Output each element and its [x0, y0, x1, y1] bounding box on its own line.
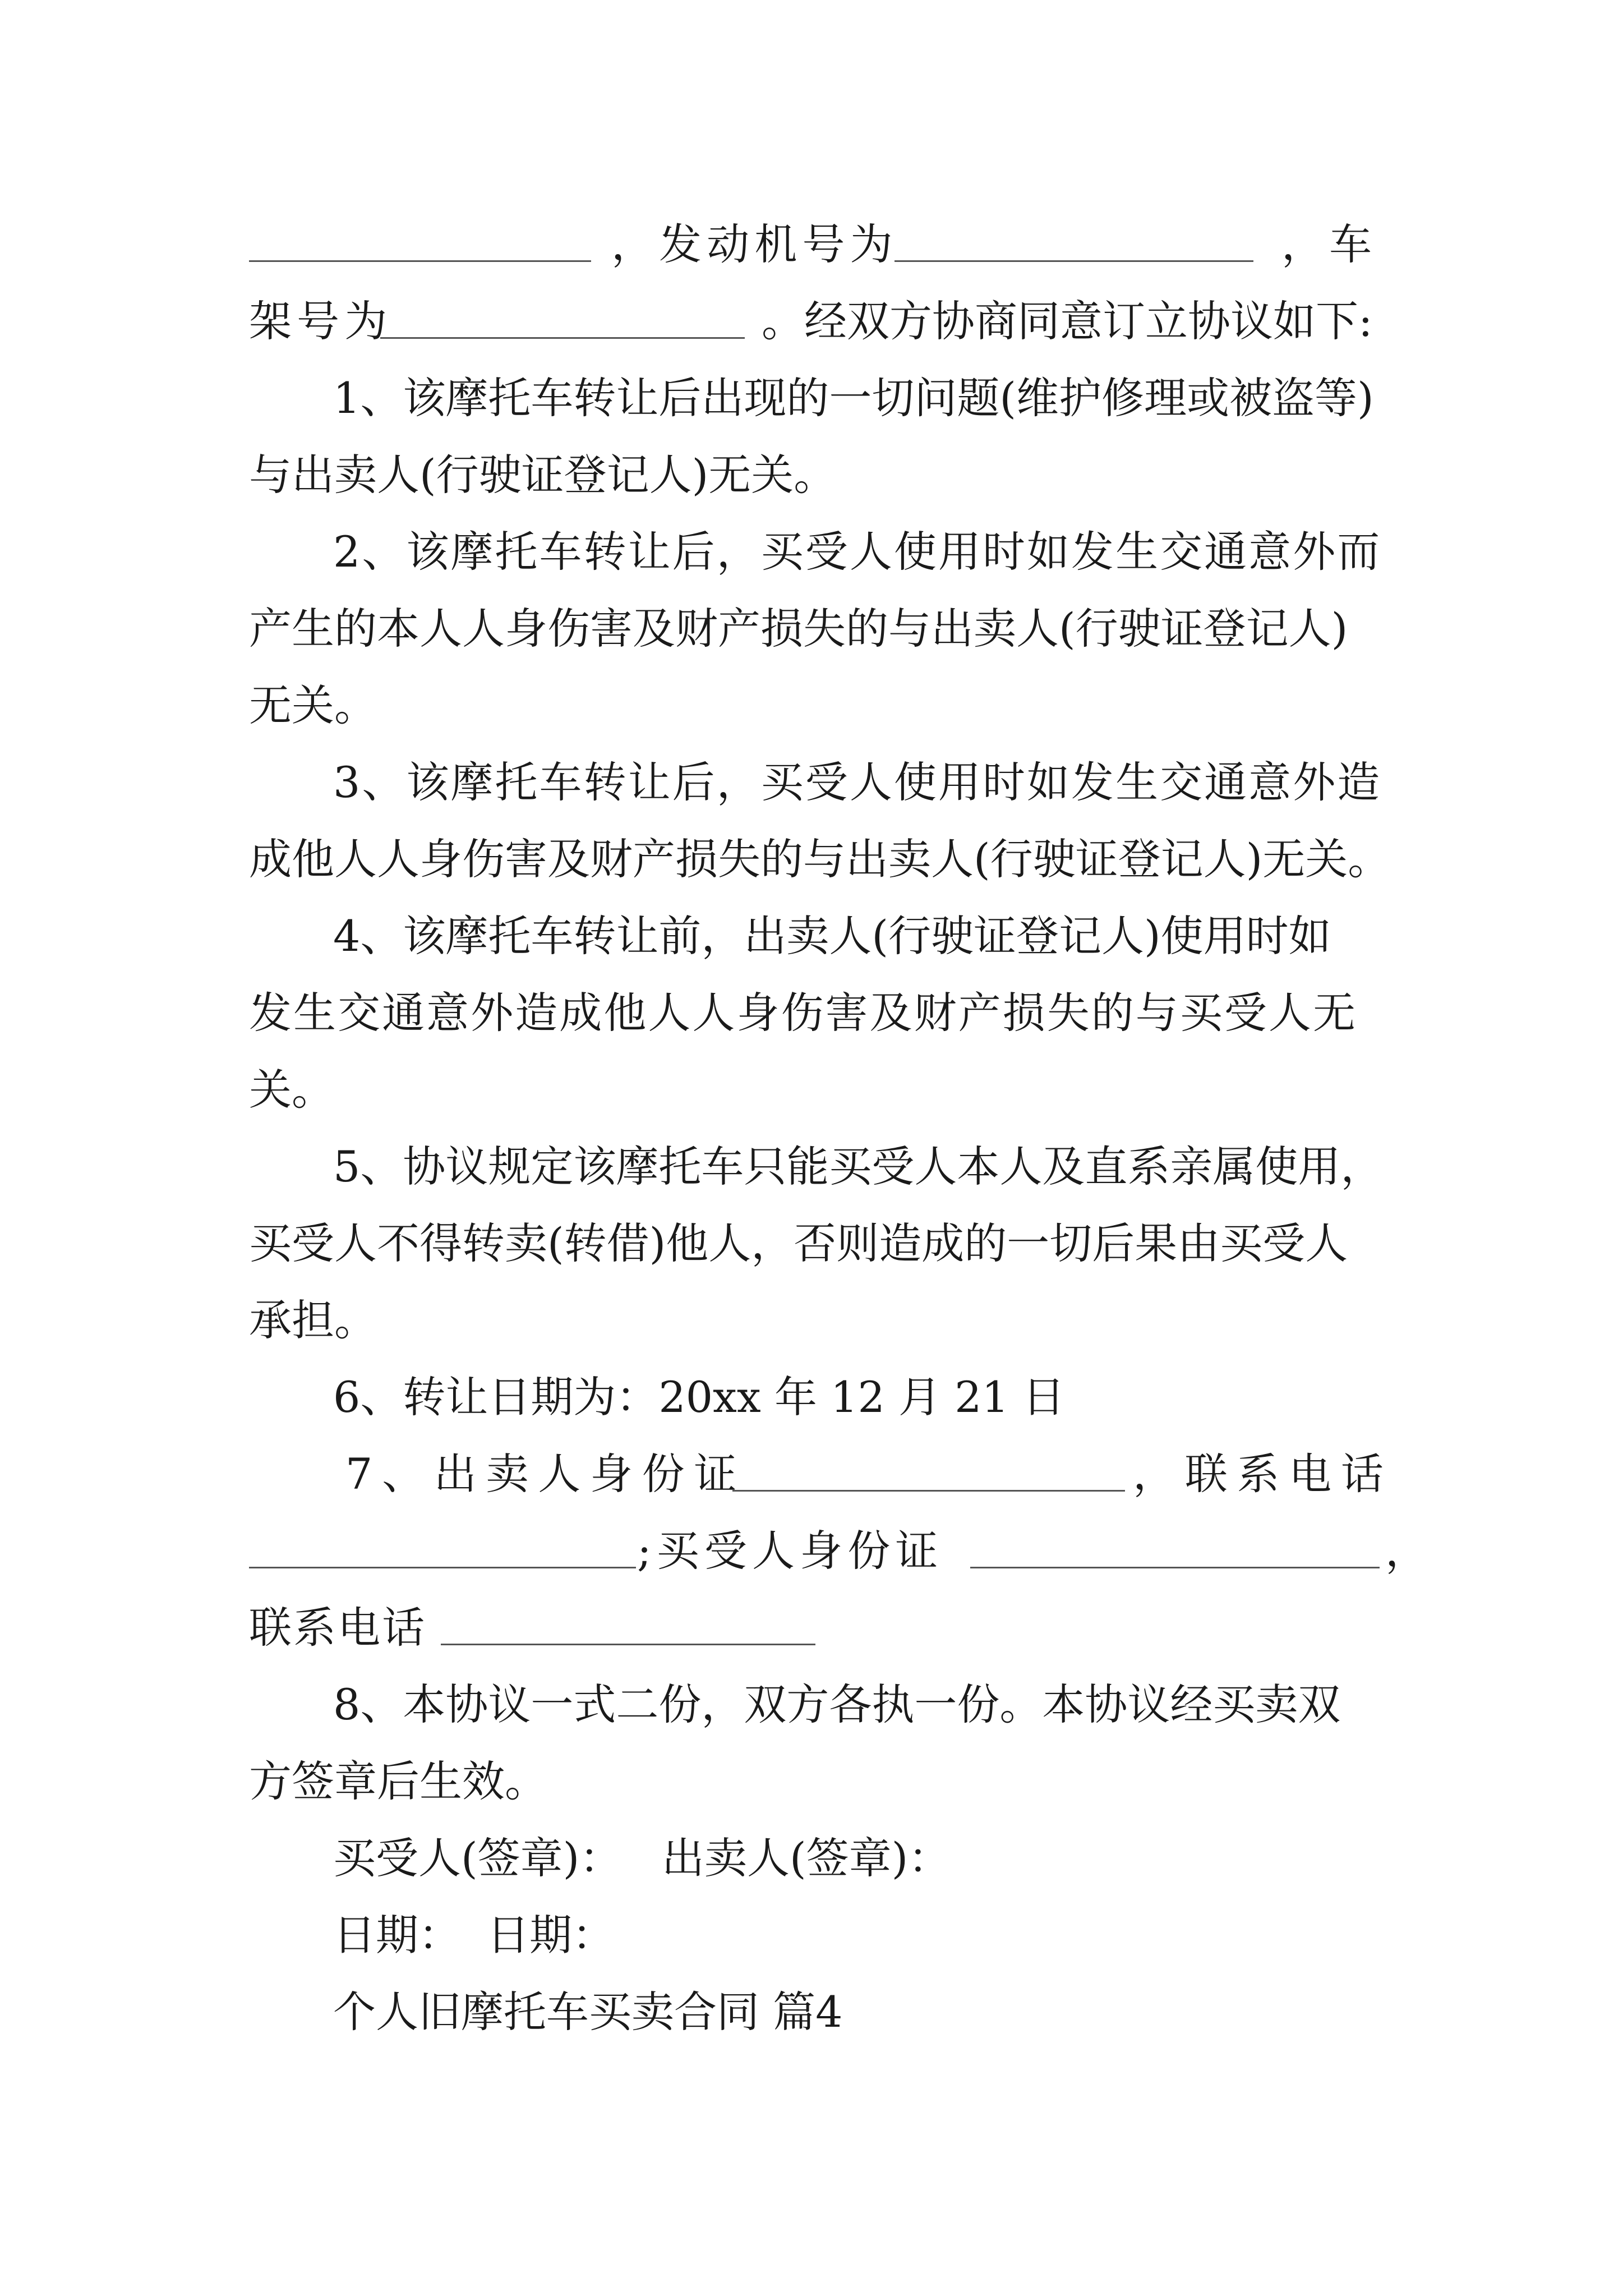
- frame-label-prefix: ，车: [1281, 219, 1377, 269]
- buyer-id-blank: [970, 1567, 1380, 1568]
- seller-id-label: 7、出卖人身份证: [345, 1449, 746, 1499]
- clause-5-line-3: [0, 1281, 1623, 1360]
- clause-2-text-1: 2、该摩托车转让后，买受人使用时如发生交通意外而: [333, 527, 1382, 577]
- clause-6-line-1: [0, 1358, 1623, 1437]
- buyer-id-label: ;买受人身份证: [637, 1526, 943, 1576]
- clause-4-line-3: [0, 1051, 1623, 1129]
- clause-2-line-1: [0, 513, 1623, 591]
- vehicle-frame-line: [0, 282, 1623, 361]
- date-line: [0, 1896, 1623, 1975]
- vehicle-engine-line: [0, 205, 1623, 284]
- seller-phone-label: ，联系电话: [1133, 1449, 1393, 1499]
- clause-3-text-2: 成他人人身伤害及财产损失的与出卖人(行驶证登记人)无关。: [249, 834, 1391, 884]
- clause-2-text-3: 无关。: [249, 680, 377, 730]
- clause-3-line-2: [0, 820, 1623, 899]
- seller-date-label: 日期：: [487, 1910, 615, 1960]
- clause-4-line-2: [0, 974, 1623, 1052]
- clause-3-text-1: 3、该摩托车转让后，买受人使用时如发生交通意外造: [333, 757, 1382, 807]
- plate-number-blank: [249, 260, 591, 262]
- buyer-seal-label: 买受人(签章)：: [333, 1833, 623, 1883]
- clause-1-text-2: 与出卖人(行驶证登记人)无关。: [249, 450, 837, 500]
- transfer-date: 6、转让日期为：20xx 年 12 月 21 日: [333, 1372, 1065, 1422]
- buyer-phone-blank: [441, 1644, 815, 1645]
- clause-8-line-1: [0, 1665, 1623, 1744]
- clause-5-text-2: 买受人不得转卖(转借)他人，否则造成的一切后果由买受人: [249, 1218, 1348, 1268]
- clause-7-line-2: [0, 1512, 1623, 1590]
- clause-4-text-3: 关。: [249, 1065, 334, 1115]
- clause-2-line-2: [0, 590, 1623, 668]
- clause-8-text-1: 8、本协议一式二份，双方各执一份。本协议经买卖双: [333, 1680, 1341, 1729]
- clause-1-line-1: [0, 359, 1623, 438]
- clause-4-text-1: 4、该摩托车转让前，出卖人(行驶证登记人)使用时如: [333, 911, 1331, 961]
- clause-3-line-1: [0, 743, 1623, 822]
- seller-phone-blank: [249, 1567, 636, 1568]
- engine-number-label: ，发动机号为: [611, 219, 898, 269]
- seller-id-blank: [732, 1490, 1125, 1492]
- clause-5-text-1: 5、协议规定该摩托车只能买受人本人及直系亲属使用，: [333, 1142, 1384, 1191]
- buyer-id-comma: ，: [1385, 1526, 1428, 1576]
- agreement-intro: 。经双方协商同意订立协议如下:: [762, 296, 1373, 346]
- clause-8-line-2: [0, 1742, 1623, 1821]
- clause-2-text-2: 产生的本人人身伤害及财产损失的与出卖人(行驶证登记人): [249, 604, 1348, 654]
- seller-seal-label: 出卖人(签章)：: [662, 1833, 951, 1883]
- next-section-title: 个人旧摩托车买卖合同 篇4: [333, 1987, 843, 2037]
- clause-7-line-3: [0, 1589, 1623, 1667]
- clause-7-line-1: [0, 1435, 1623, 1513]
- engine-number-blank: [895, 260, 1253, 262]
- frame-number-label: 架号为: [249, 296, 393, 346]
- clause-2-line-3: [0, 666, 1623, 745]
- frame-number-blank: [380, 337, 745, 339]
- buyer-date-label: 日期：: [333, 1910, 461, 1960]
- clause-4-line-1: [0, 897, 1623, 976]
- signature-line: [0, 1819, 1623, 1898]
- clause-5-line-2: [0, 1204, 1623, 1283]
- clause-5-text-3: 承担。: [249, 1295, 377, 1345]
- next-section-line: [0, 1973, 1623, 2051]
- clause-8-text-2: 方签章后生效。: [249, 1756, 547, 1806]
- clause-1-text-1: 1、该摩托车转让后出现的一切问题(维护修理或被盗等): [333, 373, 1374, 423]
- clause-4-text-2: 发生交通意外造成他人人身伤害及财产损失的与买受人无: [249, 988, 1357, 1038]
- clause-1-line-2: [0, 436, 1623, 514]
- clause-5-line-1: [0, 1128, 1623, 1206]
- buyer-phone-label: 联系电话: [249, 1603, 427, 1653]
